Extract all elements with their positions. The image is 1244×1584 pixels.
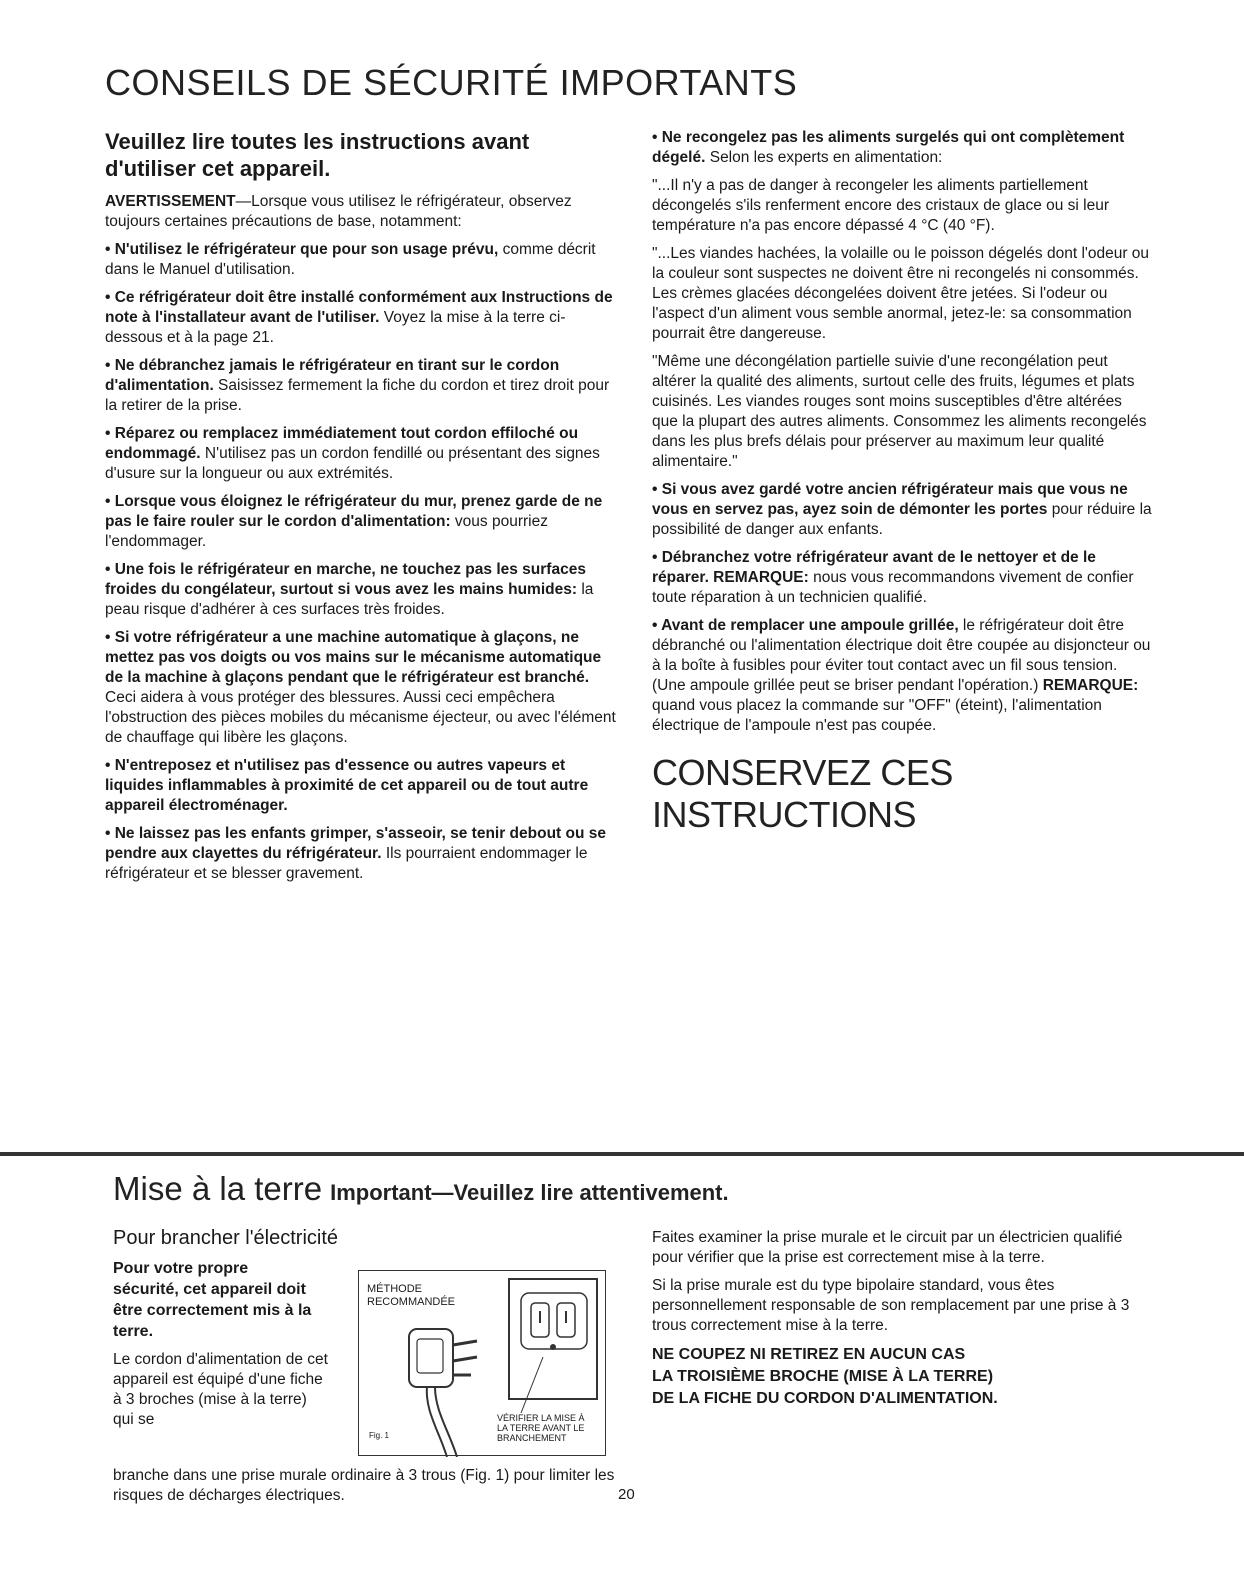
safety-item-bold: REMARQUE: bbox=[1038, 677, 1139, 694]
safety-item-text: pour réduire la possibilité de danger aux enfants. bbox=[652, 501, 1152, 538]
safety-item-text: Ceci aidera à vous protéger des blessures. Aussi ceci empêchera l'obstruction des pièces mobiles du mécanisme éjecteur, ou avec l'élément de chauffage qui libère les glaçons. bbox=[105, 689, 616, 746]
safety-item bbox=[652, 616, 1152, 736]
grounding-title-main: Mise à la terre bbox=[113, 1170, 323, 1207]
section-divider bbox=[0, 1152, 1244, 1156]
safety-item bbox=[105, 492, 620, 552]
plug-figure bbox=[358, 1270, 606, 1456]
three-prong-plug-icon bbox=[409, 1329, 477, 1457]
safety-item bbox=[652, 128, 1152, 168]
safety-item-bold: • Réparez ou remplacez immédiatement tout cordon effiloché ou endommagé. bbox=[105, 425, 579, 462]
safety-item-text: N'utilisez pas un cordon fendillé ou présentant des signes d'usure sur la longueur ou aux extrémités. bbox=[105, 445, 600, 482]
safety-item bbox=[652, 548, 1152, 608]
grounding-subheading: Pour brancher l'électricité bbox=[113, 1227, 339, 1249]
save-instructions-heading: CONSERVEZ CES INSTRUCTIONS bbox=[652, 752, 953, 835]
safety-item-bold: • Une fois le réfrigérateur en marche, ne touchez pas les surfaces froides du congélateur, surtout si vous avez les mains humides: bbox=[105, 561, 586, 598]
safety-item bbox=[105, 824, 620, 884]
page-number: 20 bbox=[618, 1486, 635, 1503]
page-title: CONSEILS DE SÉCURITÉ IMPORTANTS bbox=[105, 62, 798, 103]
safety-item-bold: • Débranchez votre réfrigérateur avant de le nettoyer et de le réparer. REMARQUE: bbox=[652, 549, 1096, 586]
safety-item-text: comme décrit dans le Manuel d'utilisation. bbox=[105, 241, 596, 278]
grounding-paragraph: Faites examiner la prise murale et le circuit par un électricien qualifié pour vérifier que la prise est correctement mise à la terre. bbox=[652, 1229, 1123, 1266]
figure-label-line: RECOMMANDÉE bbox=[367, 1296, 456, 1308]
safety-item-text: le réfrigérateur doit être débranché ou l'alimentation électrique doit être coupée au disjoncteur ou à la boîte à fusibles pour éviter tout contact avec un fil sous tension. (Une ampoule grillée peut se briser pendant l'opération.) bbox=[652, 617, 1151, 694]
caps-warning-line: LA TROISIÈME BROCHE (MISE À LA TERRE) bbox=[652, 1368, 994, 1385]
safety-item-bold: • Ce réfrigérateur doit être installé conformément aux Instructions de note à l'installateur avant de l'utiliser. bbox=[105, 289, 613, 326]
safety-item-bold: • N'utilisez le réfrigérateur que pour son usage prévu, bbox=[105, 241, 499, 258]
grounding-text: Le cordon d'alimentation de cet appareil est équipé d'une fiche à 3 broches (mise à la terre) qui se bbox=[113, 1351, 328, 1428]
grounding-title bbox=[113, 1170, 729, 1208]
safety-item bbox=[652, 480, 1152, 540]
expert-quote: "...Il n'y a pas de danger à recongeler les aliments partiellement décongelés s'ils renferment encore des cristaux de glace ou si leur température n'a pas encore dépassé 4 °C (40 °F). bbox=[652, 177, 1110, 234]
left-column bbox=[105, 128, 620, 892]
grounding-right bbox=[652, 1228, 1142, 1410]
safety-item-bold: • Si vous avez gardé votre ancien réfrigérateur mais que vous ne vous en servez pas, ayez soin de démonter les portes bbox=[652, 481, 1128, 518]
safety-item-bold: • Avant de remplacer une ampoule grillée, bbox=[652, 617, 959, 634]
safety-item-text: Selon les experts en alimentation: bbox=[705, 149, 943, 166]
safety-item-bold: • Ne débranchez jamais le réfrigérateur en tirant sur le cordon d'alimentation. bbox=[105, 357, 560, 394]
safety-item bbox=[105, 288, 620, 348]
safety-item-bold: • Ne recongelez pas les aliments surgelés qui ont complètement dégelé. bbox=[652, 129, 1125, 166]
safety-item-text: nous vous recommandons vivement de confier toute réparation à un technicien qualifié. bbox=[652, 569, 1134, 606]
warning-paragraph bbox=[105, 192, 620, 232]
safety-item-text: Voyez la mise à la terre ci-dessous et à la page 21. bbox=[105, 309, 566, 346]
expert-quote: "Même une décongélation partielle suivie d'une recongélation peut altérer la qualité des aliments, surtout celle des fruits, légumes et plats cuisinés. Les viandes rouges sont moins susceptibles d'être altérées que la plupart des autres aliments. Consommez les aliments recongelés dans les plus brefs délais pour préserver au maximum leur qualité alimentaire." bbox=[652, 353, 1147, 470]
safety-item bbox=[105, 756, 620, 816]
safety-item-bold: • N'entreposez et n'utilisez pas d'essence ou autres vapeurs et liquides inflammables à proximité de cet appareil ou de tout autre appareil électroménager. bbox=[105, 757, 589, 814]
grounding-paragraph: Si la prise murale est du type bipolaire standard, vous êtes personnellement responsable de son remplacement par une prise à 3 trous correctement mise à la terre. bbox=[652, 1277, 1130, 1334]
figure-number: Fig. 1 bbox=[369, 1431, 390, 1440]
grounding-text-continued: branche dans une prise murale ordinaire à 3 trous (Fig. 1) pour limiter les risques de décharges électriques. bbox=[113, 1467, 615, 1504]
caps-warning-line: NE COUPEZ NI RETIREZ EN AUCUN CAS bbox=[652, 1346, 966, 1363]
right-column bbox=[652, 128, 1152, 836]
expert-quote: "...Les viandes hachées, la volaille ou le poisson dégelés dont l'odeur ou la couleur sont suspectes ne doivent être ni recongelés ni consommés. Les crèmes glacées décongelées doivent être jetées. Si l'odeur ou l'aspect d'un aliment vous semble anormal, jetez-le: sa consommation pourrait être dangereuse. bbox=[652, 245, 1150, 342]
safety-item-text: quand vous placez la commande sur "OFF" (éteint), l'alimentation électrique de l'ampoule n'est pas coupée. bbox=[652, 697, 1102, 734]
safety-item bbox=[105, 356, 620, 416]
intro-heading: Veuillez lire toutes les instructions avant d'utiliser cet appareil. bbox=[105, 129, 530, 181]
safety-item bbox=[105, 424, 620, 484]
safety-item-text: vous pourriez l'endommager. bbox=[105, 513, 548, 550]
safety-item-text: la peau risque d'adhérer à ces surfaces très froides. bbox=[105, 581, 594, 618]
wall-outlet-icon bbox=[509, 1279, 597, 1399]
safety-item-text: Saisissez fermement la fiche du cordon et tirez droit pour la retirer de la prise. bbox=[105, 377, 610, 414]
caps-warning-line: DE LA FICHE DU CORDON D'ALIMENTATION. bbox=[652, 1390, 998, 1407]
safety-item-text: Ils pourraient endommager le réfrigérateur et se blesser gravement. bbox=[105, 845, 588, 882]
safety-item bbox=[105, 628, 620, 748]
safety-item bbox=[105, 560, 620, 620]
safety-item-bold: • Si votre réfrigérateur a une machine automatique à glaçons, ne mettez pas vos doigts ou vos mains sur le mécanisme automatique de la machine à glaçons pendant que le réfrigérateur est branché. bbox=[105, 629, 602, 686]
warning-text: —Lorsque vous utilisez le réfrigérateur, observez toujours certaines précautions de base, notamment: bbox=[105, 193, 572, 230]
grounding-title-sub: Important—Veuillez lire attentivement. bbox=[330, 1180, 729, 1205]
figure-label-line: MÉTHODE bbox=[367, 1283, 422, 1295]
safety-item-bold: • Ne laissez pas les enfants grimper, s'asseoir, se tenir debout ou se pendre aux clayettes du réfrigérateur. bbox=[105, 825, 607, 862]
callout-line bbox=[521, 1357, 543, 1413]
safety-item bbox=[105, 240, 620, 280]
grounding-bold-note: Pour votre propre sécurité, cet appareil doit être correctement mis à la terre. bbox=[113, 1260, 312, 1340]
figure-check-label: VÉRIFIER LA MISE À LA TERRE AVANT LE BRANCHEMENT bbox=[497, 1413, 585, 1443]
warning-label: AVERTISSEMENT bbox=[105, 193, 236, 210]
safety-item-bold: • Lorsque vous éloignez le réfrigérateur du mur, prenez garde de ne pas le faire rouler sur le cordon d'alimentation: bbox=[105, 493, 603, 530]
